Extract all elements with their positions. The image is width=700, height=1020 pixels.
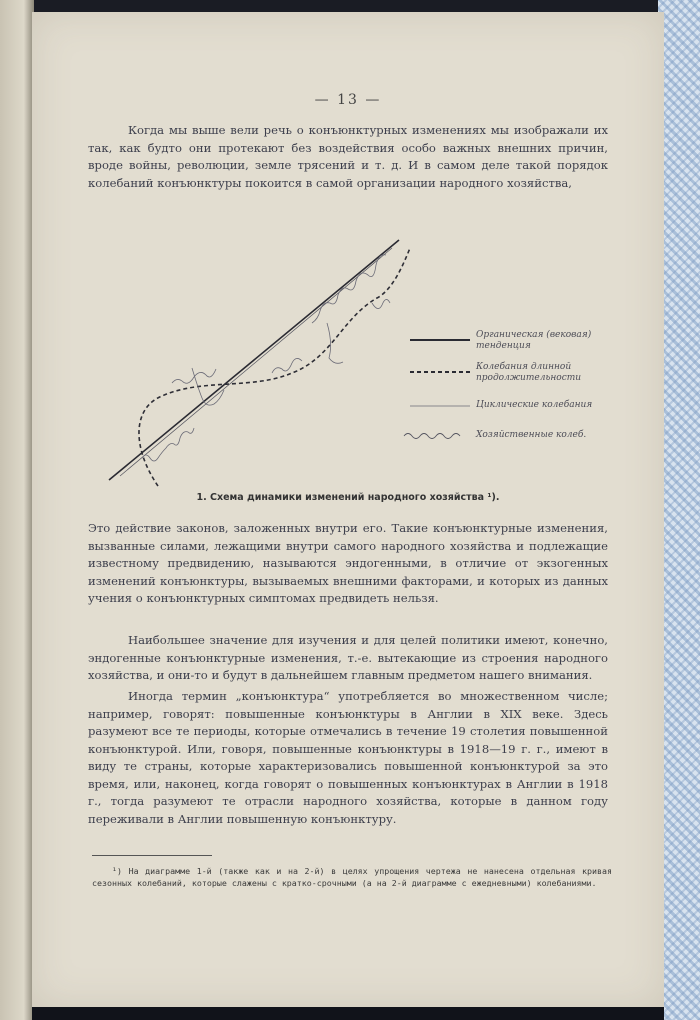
long-wave-curve bbox=[139, 248, 410, 486]
legend-label-economic: Хозяйственные колеб. bbox=[476, 430, 587, 440]
page-bottom-shadow bbox=[32, 1007, 664, 1020]
cyclical-wave-curve bbox=[142, 255, 390, 461]
book-page bbox=[32, 12, 664, 1007]
footnote: ¹) На диаграмме 1-й (также как и на 2-й) в целях упрощения чертежа не нанесена отдельная кривая сезонных колебаний, которые слажены с кратко-срочными (а на 2-й диаграмме с ежедневными) колебаниями. bbox=[92, 866, 612, 888]
adjacent-page-edge bbox=[0, 0, 34, 1020]
figure-caption: 1. Схема динамики изменений народного хозяйства ¹). bbox=[196, 492, 500, 503]
legend-label-long-waves: Колебания длинной продолжительности bbox=[476, 362, 582, 383]
dynamics-diagram bbox=[92, 208, 612, 498]
thin-trend-line bbox=[120, 248, 392, 476]
legend-wavy-line bbox=[404, 434, 460, 439]
diagram-svg bbox=[92, 208, 612, 498]
paragraph-2: Это действие законов, заложенных внутри его. Такие конъюнктурные изменения, вызванные силами, лежащими внутри самого народного хозяйства и подлежащие известному предвидению, называются эндогенными, в отличие от экзогенных изменений конъюнктуры, вызываемых внешними факторами, и которых из данных учения о конъюнктурных симптомах предвидеть нельзя. bbox=[88, 521, 608, 605]
paragraph-3: Наибольшее значение для изучения и для целей политики имеют, конечно, эндогенные конъюнктурные изменения, т.-е. вытекающие из строения народного хозяйства, и они-то и будут в дальнейшем главным предметом нашего внимания. bbox=[88, 633, 608, 682]
footnote-divider bbox=[92, 855, 212, 856]
legend-label-secular: Органическая (вековая) тенденция bbox=[476, 330, 592, 351]
trend-line bbox=[109, 240, 399, 480]
cover-pattern-strip bbox=[658, 0, 700, 1020]
page-number: — 13 — bbox=[314, 92, 382, 108]
paragraph-1: Когда мы выше вели речь о конъюнктурных изменениях мы изображали их так, как будто они протекают без воздействия особо важных внешних причин, вроде войны, революции, земле трясений и т. д. И в самом деле такой порядок колебаний конъюнктуры покоится в самой организации народного хозяйства, bbox=[88, 123, 608, 190]
legend-label-cyclical: Циклические колебания bbox=[476, 400, 593, 410]
paragraph-4: Иногда термин „конъюнктура“ употребляется во множественном числе; например, говорят: повышенные конъюнктуры в Англии в XIX веке. Здесь разумеют все те периоды, которые отмечались в течение 19 столетия повышенной конъюнктурой. Или, говоря, повышенные конъюнктуры в 1918—19 г. г., имеют в виду те страны, которые характеризовались повышенной конъюнктурой за это время, или, наконец, когда говорят о повышенных конъюнктурах в Англии в 1918 г., тогда разумеют те отрасли народного хозяйства, которые в данном году переживали в Англии повышенную конъюнктуру. bbox=[88, 689, 608, 826]
